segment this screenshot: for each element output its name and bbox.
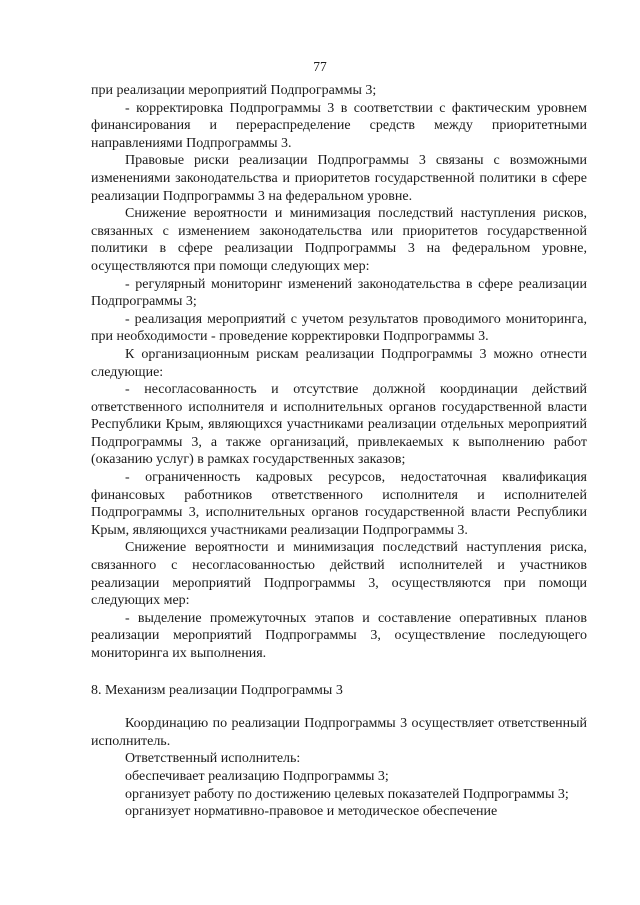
paragraph: Снижение вероятности и минимизация последствий наступления рисков, связанных с изменением законодательства или приоритетов государственной политики в сфере реализации Подпрограммы 3 на федеральном уровне, осуществляются при помощи следующих мер: bbox=[91, 206, 587, 274]
paragraph: Правовые риски реализации Подпрограммы 3 связаны с возможными изменениями законодательства и приоритетов государственной политики в сфере реализации Подпрограммы 3 на федеральном уровне. bbox=[91, 153, 587, 204]
document-body bbox=[91, 82, 587, 821]
paragraph: организует работу по достижению целевых показателей Подпрограммы 3; bbox=[125, 786, 569, 802]
section-heading: 8. Механизм реализации Подпрограммы 3 bbox=[91, 682, 343, 698]
paragraph: - корректировка Подпрограммы 3 в соответствии с фактическим уровнем финансирования и перераспределение средств между приоритетными направлениями Подпрограммы 3. bbox=[91, 100, 587, 151]
paragraph: Ответственный исполнитель: bbox=[125, 751, 301, 767]
page-number: 77 bbox=[313, 59, 327, 74]
paragraph: К организационным рискам реализации Подпрограммы 3 можно отнести следующие: bbox=[91, 346, 587, 380]
paragraph: - регулярный мониторинг изменений законодательства в сфере реализации Подпрограммы 3; bbox=[91, 276, 587, 310]
paragraph: организует нормативно-правовое и методическое обеспечение bbox=[125, 804, 498, 820]
paragraph: Координацию по реализации Подпрограммы 3 осуществляет ответственный исполнитель. bbox=[91, 716, 587, 749]
paragraph: - несогласованность и отсутствие должной координации действий ответственного исполнителя и исполнительных органов государственной власти Республики Крым, являющихся участниками реализации отдельных мероприятий Подпрограммы 3, а также организаций, привлекаемых к выполнению работ (оказанию услуг) в рамках государственных заказов; bbox=[91, 382, 587, 468]
paragraph: обеспечивает реализацию Подпрограммы 3; bbox=[125, 768, 389, 784]
paragraph: - реализация мероприятий с учетом результатов проводимого мониторинга, при необходимости - проведение корректировки Подпрограммы 3. bbox=[91, 311, 587, 345]
paragraph: Снижение вероятности и минимизация последствий наступления риска, связанного с несогласованностью действий исполнителей и участников реализации мероприятий Подпрограммы 3, осуществляются при помощи следующих мер: bbox=[91, 540, 587, 609]
paragraph: - выделение промежуточных этапов и составление оперативных планов реализации мероприятий Подпрограммы 3, осуществление последующего мониторинга их выполнения. bbox=[91, 610, 587, 661]
paragraph: - ограниченность кадровых ресурсов, недостаточная квалификация финансовых работников ответственного исполнителя и исполнителей Подпрограммы 3, исполнительных органов государственной власти Республики Крым, являющихся участниками реализации Подпрограммы 3. bbox=[91, 470, 587, 538]
paragraph: при реализации мероприятий Подпрограммы 3; bbox=[91, 83, 377, 98]
